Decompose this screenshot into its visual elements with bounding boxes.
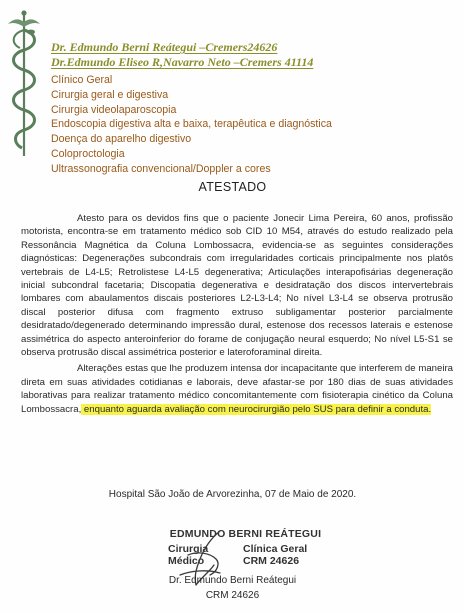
paragraph-1: Atesto para os devidos fins que o paciente Jonecir Lima Pereira, 60 anos, profissão motorista, encontra-se em tratamento médico sob CID 10 M54, através do estudo realizado pela Ressonância Magnética da Coluna Lombossacra, evidencia-se as seguintes considerações diagnósticas: Degenerações subcondrais com irregularidades corticais principalmente nos platôs vertebrais de L4-L5; Retrolistese L4-L5 degenerativa; Articulações interapofisárias degeneração inicial subcondral facetaria; Discopatia degenerativa e desidratação dos discos intervertebrais lombares com abaulamentos discais posteriores L2-L3-L4; No nível L3-L4 se observa protrusão discal posterior difusa com fragmento extruso subligamentar posterior parcialmente desidratado/degenerado determinando impressão dural, estenose dos recessos laterais e estenose assimétrica do aspecto anteroinferior do forame de conjugação neural esquerdo; No nível L5-S1 se observa protrusão discal assimétrica posterior e lateroforaminal direita. (21, 213, 453, 359)
specialty-item: Doença do aparelho digestivo (51, 133, 192, 146)
header (51, 40, 461, 177)
stamp-right-line-1: Clínica Geral (243, 543, 308, 555)
stamp-left-line-2: Médico (168, 555, 205, 567)
caduceus-logo-icon (2, 8, 46, 158)
stamp-right-line-2: CRM 24626 (243, 555, 300, 567)
highlighted-text: enquanto aguarda avaliação com neurocirurgião pelo SUS para definir a conduta. (81, 403, 432, 415)
document-body (21, 212, 453, 416)
document-title: ATESTADO (198, 180, 267, 194)
signature-name: Dr. Edmundo Berni Reátegui (168, 575, 297, 586)
specialty-item: Coloproctologia (51, 147, 125, 160)
stamp-name: EDMUNDO BERNI REÁTEGUI (169, 528, 322, 540)
doctor-name-2: Dr.Edmundo Eliseo R,Navarro Neto –Cremers 41114 (51, 55, 314, 69)
specialty-item: Ultrassonografia convencional/Doppler a cores (51, 162, 271, 175)
specialty-item: Cirurgia geral e digestiva (51, 88, 169, 101)
specialty-item: Cirurgia videolaparoscopia (51, 103, 177, 116)
paragraph-2-text: Alterações estas que lhe produzem intensa dor incapacitante que interferem de maneira direta em suas atividades cotidianas e laborais, deve afastar-se por 180 dias de suas atividades laborativas para realizar tratamento médico concomitantemente com fisioterapia cinético da Coluna Lombossacra, (21, 363, 453, 415)
specialties-list (51, 73, 461, 177)
stamp-left-line-1: Cirurgia (168, 543, 209, 555)
place-date: Hospital São João de Arvorezinha, 07 de Maio de 2020. (108, 489, 357, 500)
specialty-item: Endoscopia digestiva alta e baixa, terapêutica e diagnóstica (51, 118, 332, 131)
doctor-name-1: Dr. Edmundo Berni Reátegui –Cremers24626 (51, 40, 278, 54)
signature-crm: CRM 24626 (205, 590, 260, 601)
paragraph-2 (21, 362, 453, 416)
specialty-item: Clínico Geral (51, 74, 113, 86)
